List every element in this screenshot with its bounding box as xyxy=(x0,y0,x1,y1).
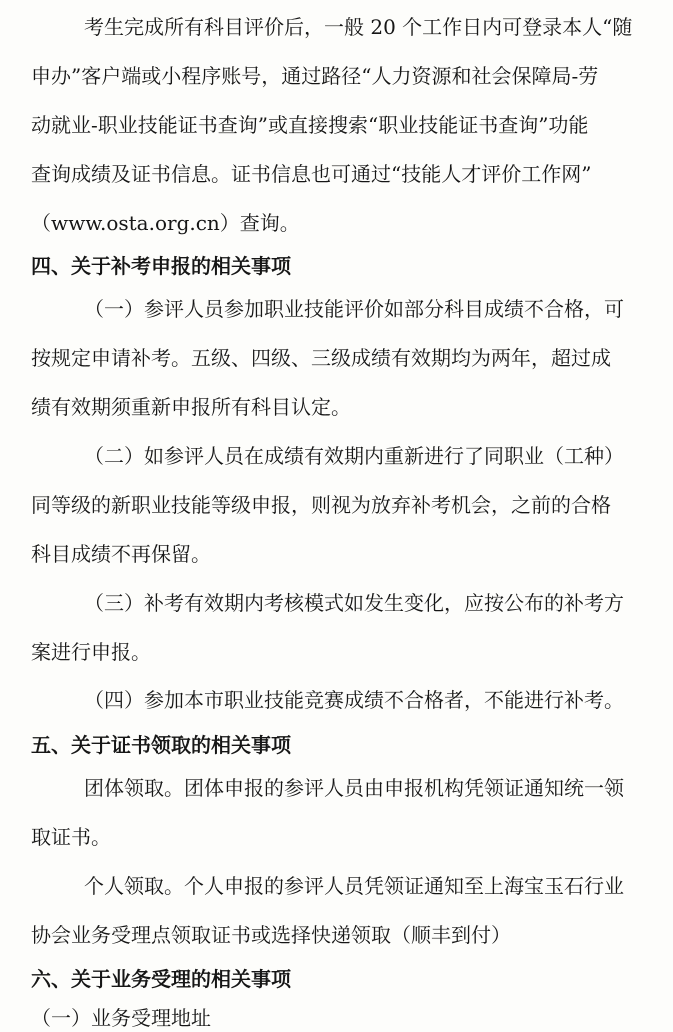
intro-line-2: 申办”客户端或小程序账号，通过路径“人力资源和社会保障局-劳 xyxy=(31,64,599,88)
section4-item2-line-2: 同等级的新职业技能等级申报，则视为放弃补考机会，之前的合格 xyxy=(31,493,611,517)
section5-individual-line-1: 个人领取。个人申报的参评人员凭领证通知至上海宝玉石行业 xyxy=(84,874,624,898)
section4-item1-line-3: 绩有效期须重新申报所有科目认定。 xyxy=(31,395,351,419)
section4-item2-line-1: （二）如参评人员在成绩有效期内重新进行了同职业（工种） xyxy=(84,444,624,468)
section-heading-5: 五、关于证书领取的相关事项 xyxy=(31,733,291,757)
intro-line-1: 考生完成所有科目评价后，一般 20 个工作日内可登录本人“随 xyxy=(84,15,633,39)
section-heading-6: 六、关于业务受理的相关事项 xyxy=(31,967,291,991)
intro-line-3: 动就业-职业技能证书查询”或直接搜索“职业技能证书查询”功能 xyxy=(31,113,589,137)
section4-item2-line-3: 科目成绩不再保留。 xyxy=(31,542,211,566)
section4-item4-line-1: （四）参加本市职业技能竞赛成绩不合格者，不能进行补考。 xyxy=(84,688,624,712)
section4-item1-line-2: 按规定申请补考。五级、四级、三级成绩有效期均为两年，超过成 xyxy=(31,346,611,370)
section4-item1-line-1: （一）参评人员参加职业技能评价如部分科目成绩不合格，可 xyxy=(84,297,624,321)
section5-group-line-2: 取证书。 xyxy=(31,825,111,849)
intro-line-5: （www.osta.org.cn）查询。 xyxy=(31,211,300,235)
section6-item1-line-1: （一）业务受理地址 xyxy=(31,1006,211,1030)
section4-item3-line-2: 案进行申报。 xyxy=(31,640,151,664)
section5-individual-line-2: 协会业务受理点领取证书或选择快递领取（顺丰到付） xyxy=(31,923,511,947)
section5-group-line-1: 团体领取。团体申报的参评人员由申报机构凭领证通知统一领 xyxy=(84,776,624,800)
section-heading-4: 四、关于补考申报的相关事项 xyxy=(31,254,291,278)
section4-item3-line-1: （三）补考有效期内考核模式如发生变化，应按公布的补考方 xyxy=(84,591,624,615)
intro-line-4: 查询成绩及证书信息。证书信息也可通过“技能人才评价工作网” xyxy=(31,162,592,186)
